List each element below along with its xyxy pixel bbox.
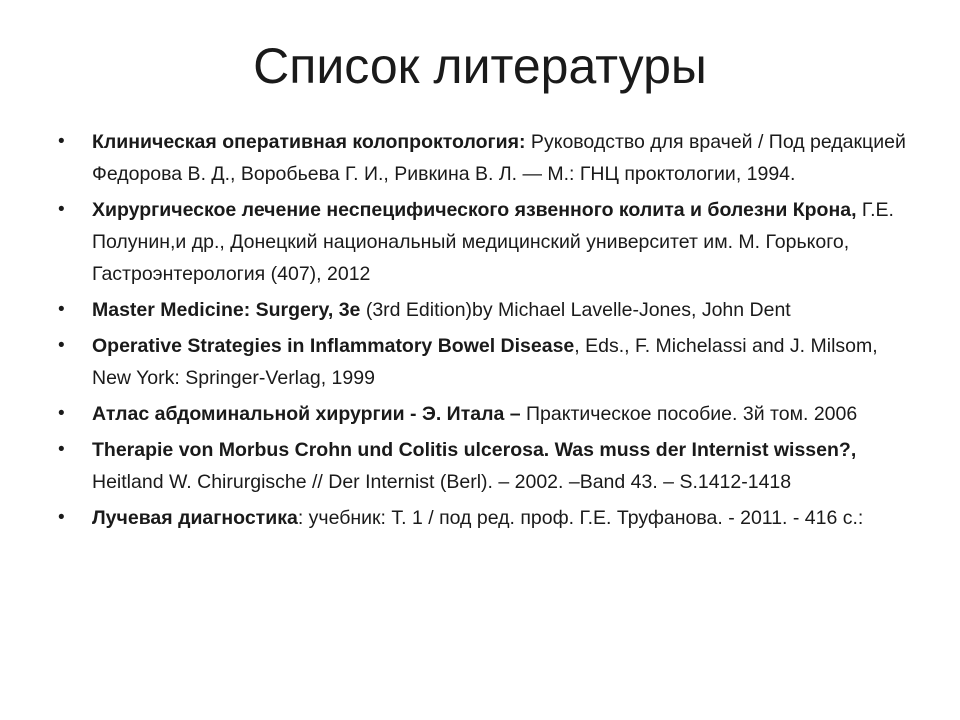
reference-item [56,126,916,190]
reference-title: Лучевая диагностика [92,507,298,529]
reference-title: Master Medicine: Surgery, 3e [92,299,361,321]
bullet-icon: • [58,403,65,424]
reference-item [56,194,916,290]
reference-title: Therapie von Morbus Crohn und Colitis ulcerosa. Was muss der Internist wissen?, [92,439,857,461]
reference-list [56,126,916,538]
reference-details: , Eds., F. Michelassi and J. Milsom, New York: Springer-Verlag, 1999 [92,335,878,389]
reference-item [56,502,916,534]
reference-item [56,294,916,326]
reference-details: : учебник: Т. 1 / под ред. проф. Г.Е. Труфанова. - 2011. - 416 с.: [297,507,864,529]
bullet-icon: • [58,131,65,152]
reference-details: Практическое пособие. 3й том. 2006 [520,403,858,425]
reference-item [56,398,916,430]
reference-title: Атлас абдоминальной хирургии - Э. Итала – [92,403,521,425]
bullet-icon: • [58,299,65,320]
reference-item [56,330,916,394]
reference-title: Хирургическое лечение неспецифического язвенного колита и болезни Крона, [92,199,857,221]
reference-details: Г.Е. Полунин,и др., Донецкий национальный медицинский университет им. М. Горького, Гастроэнтерология (407), 2012 [92,199,894,285]
reference-title: Клиническая оперативная колопроктология: [92,131,526,153]
reference-details: Руководство для врачей / Под редакцией Федорова В. Д., Воробьева Г. И., Ривкина В. Л. — М.: ГНЦ проктологии, 1994. [92,131,906,185]
bullet-icon: • [58,507,65,528]
bullet-icon: • [58,199,65,220]
bullet-icon: • [58,439,65,460]
bullet-icon: • [58,335,65,356]
reference-item [56,434,916,498]
reference-details: Heitland W. Chirurgische // Der Internist (Berl). – 2002. –Band 43. – S.1412-1418 [92,471,792,493]
slide-title: Список литературы [253,38,707,94]
reference-details: (3rd Edition)by Michael Lavelle-Jones, John Dent [360,299,791,321]
reference-title: Operative Strategies in Inflammatory Bowel Disease [92,335,575,357]
